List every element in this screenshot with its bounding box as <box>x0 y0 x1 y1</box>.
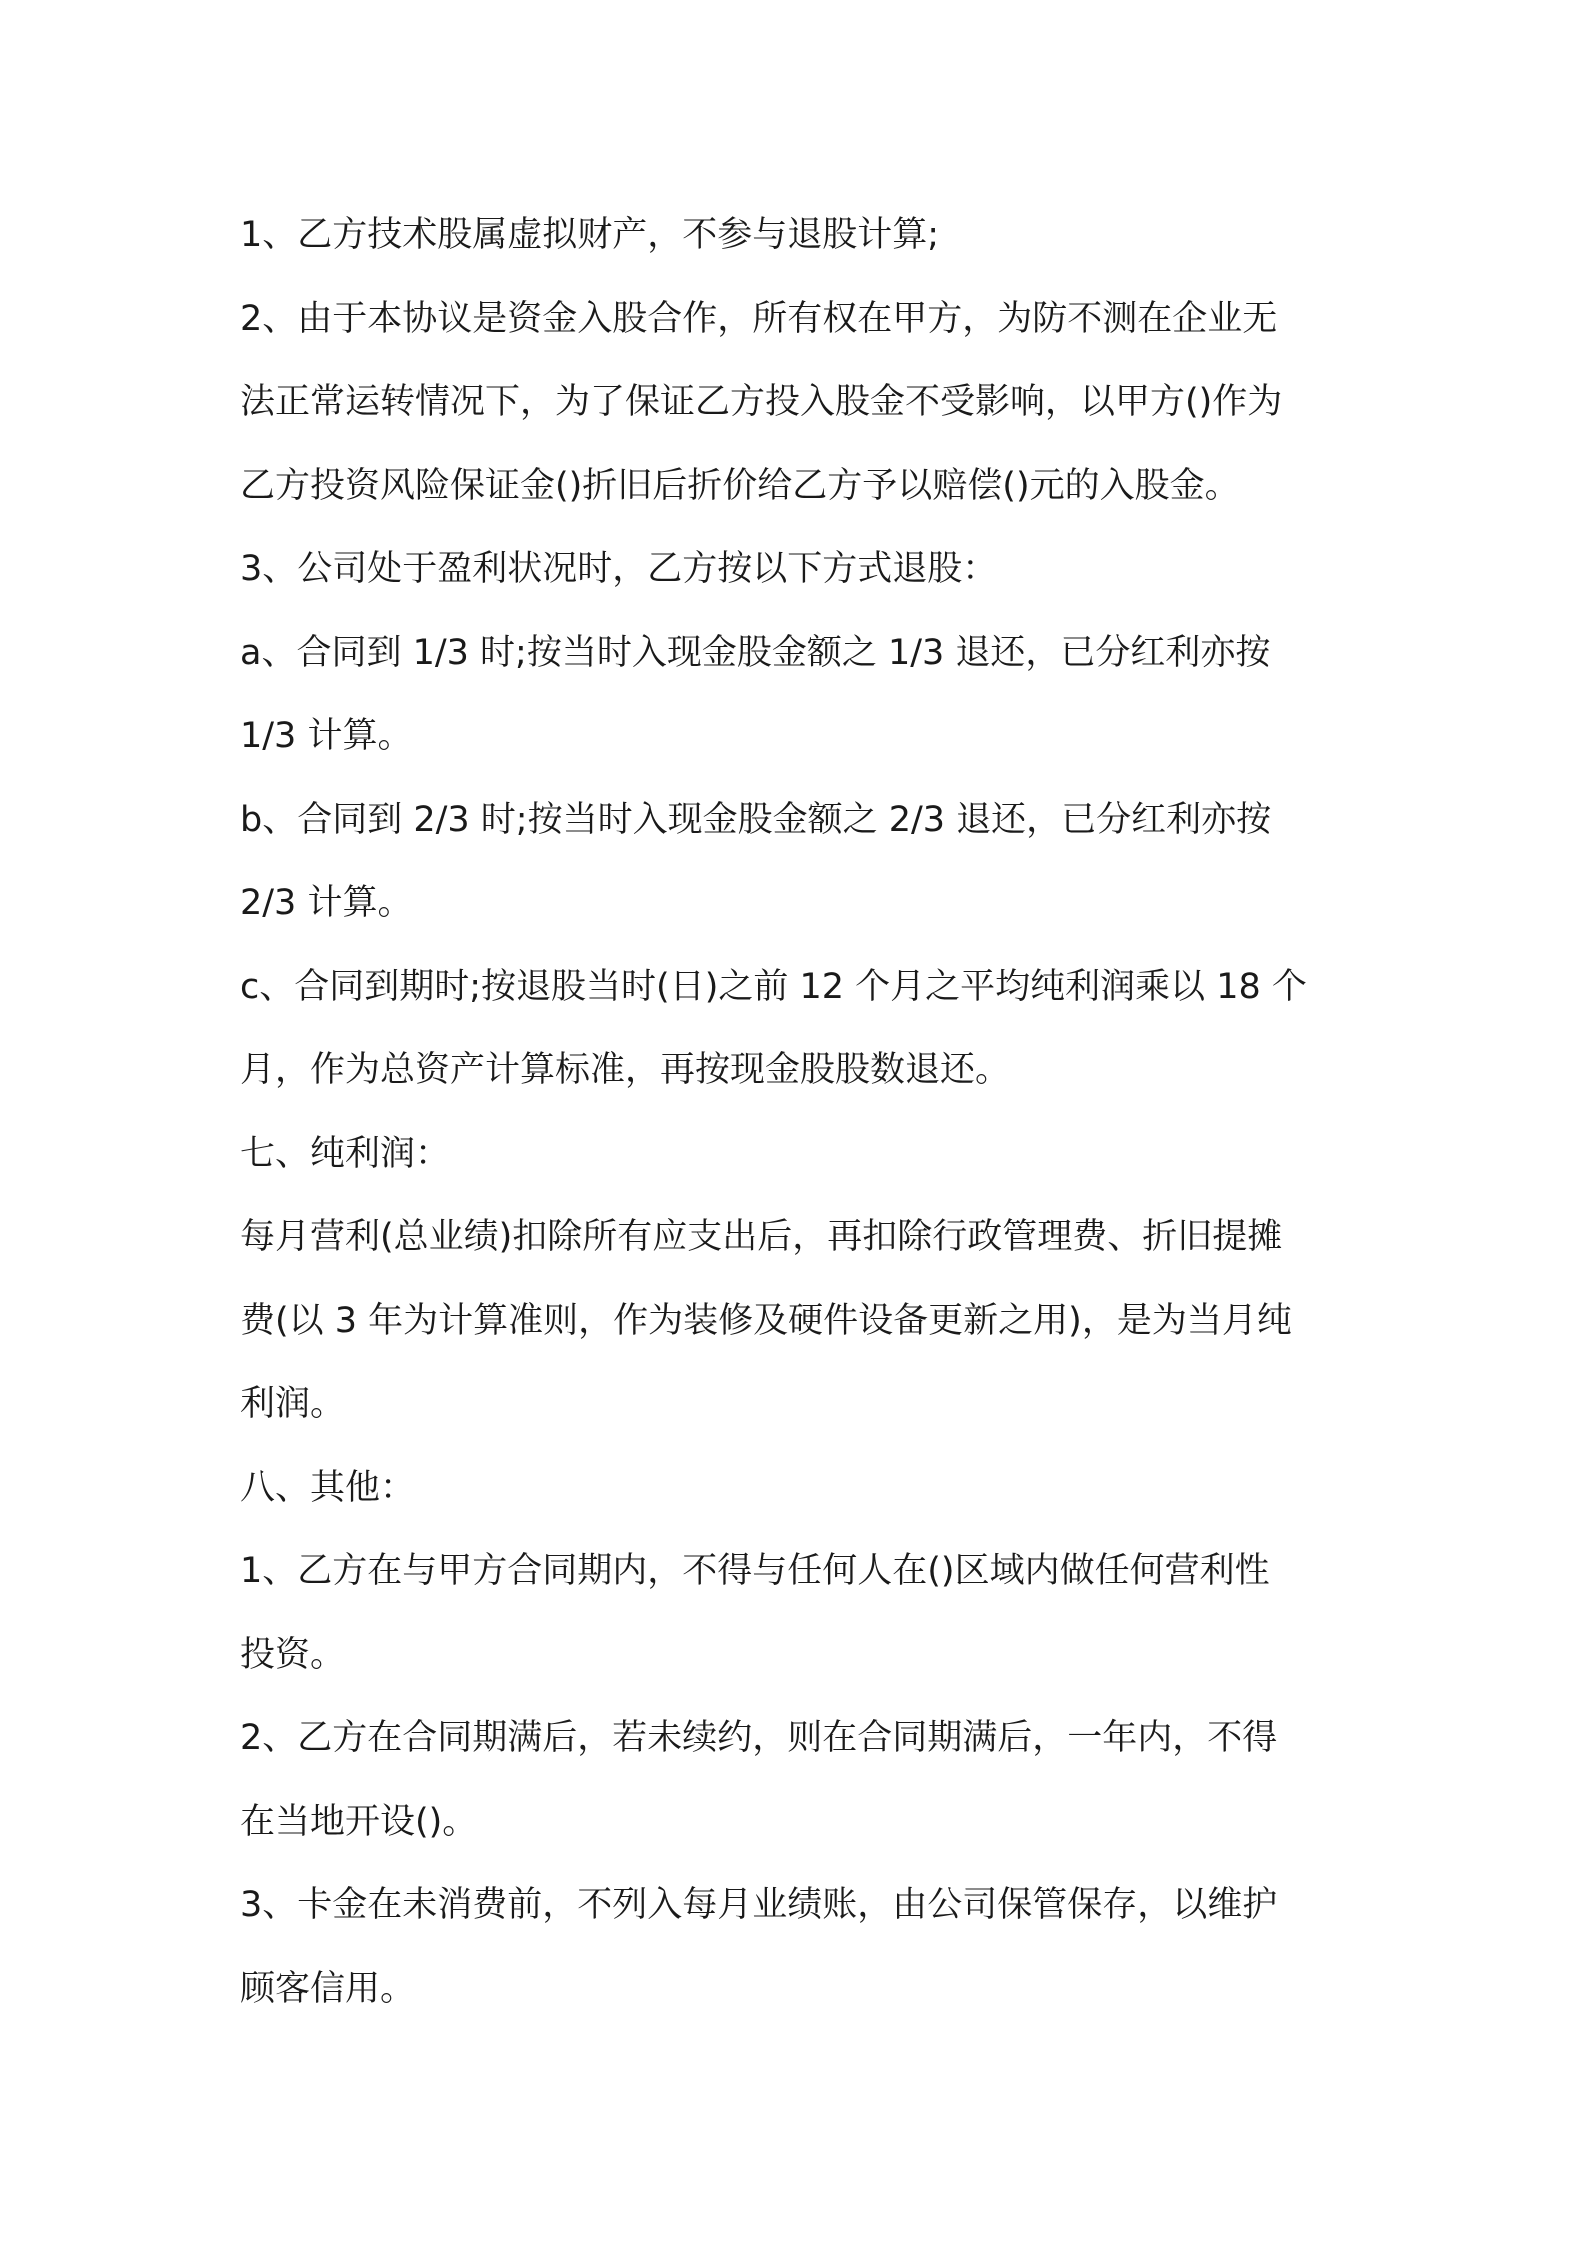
text-line: 月，作为总资产计算标准，再按现金股股数退还。 <box>240 1050 1011 1090</box>
document-body <box>240 194 1360 2031</box>
text-line: b、合同到 2/3 时;按当时入现金股金额之 2/3 退还，已分红利亦按 <box>240 799 1272 840</box>
text-line: 1、乙方技术股属虚拟财产，不参与退股计算; <box>240 215 940 255</box>
text-line: 1/3 计算。 <box>240 716 413 756</box>
section-heading: 七、纯利润： <box>240 1133 451 1174</box>
text-line: 顾客信用。 <box>240 1968 416 2009</box>
text-line: 法正常运转情况下，为了保证乙方投入股金不受影响，以甲方()作为 <box>240 382 1283 422</box>
text-line: 3、公司处于盈利状况时，乙方按以下方式退股： <box>240 549 998 589</box>
text-line: 每月营利(总业绩)扣除所有应支出后，再扣除行政管理费、折旧提摊 <box>240 1217 1283 1257</box>
text-line: 乙方投资风险保证金()折旧后折价给乙方予以赔偿()元的入股金。 <box>240 465 1240 506</box>
text-line: c、合同到期时;按退股当时(日)之前 12 个月之平均纯利润乘以 18 个 <box>240 966 1307 1007</box>
text-line: a、合同到 1/3 时;按当时入现金股金额之 1/3 退还，已分红利亦按 <box>240 632 1271 673</box>
text-line: 在当地开设()。 <box>240 1801 478 1842</box>
text-line: 1、乙方在与甲方合同期内，不得与任何人在()区域内做任何营利性 <box>240 1551 1270 1591</box>
text-line: 投资。 <box>240 1634 346 1675</box>
text-line: 3、卡金在未消费前，不列入每月业绩账，由公司保管保存，以维护 <box>240 1885 1278 1925</box>
text-line: 费(以 3 年为计算准则，作为装修及硬件设备更新之用)，是为当月纯 <box>240 1300 1292 1341</box>
text-line: 2/3 计算。 <box>240 883 413 923</box>
section-heading: 八、其他： <box>240 1467 416 1508</box>
text-line: 利润。 <box>240 1384 346 1424</box>
text-line: 2、乙方在合同期满后，若未续约，则在合同期满后，一年内，不得 <box>240 1718 1278 1758</box>
text-line: 2、由于本协议是资金入股合作，所有权在甲方，为防不测在企业无 <box>240 298 1278 339</box>
